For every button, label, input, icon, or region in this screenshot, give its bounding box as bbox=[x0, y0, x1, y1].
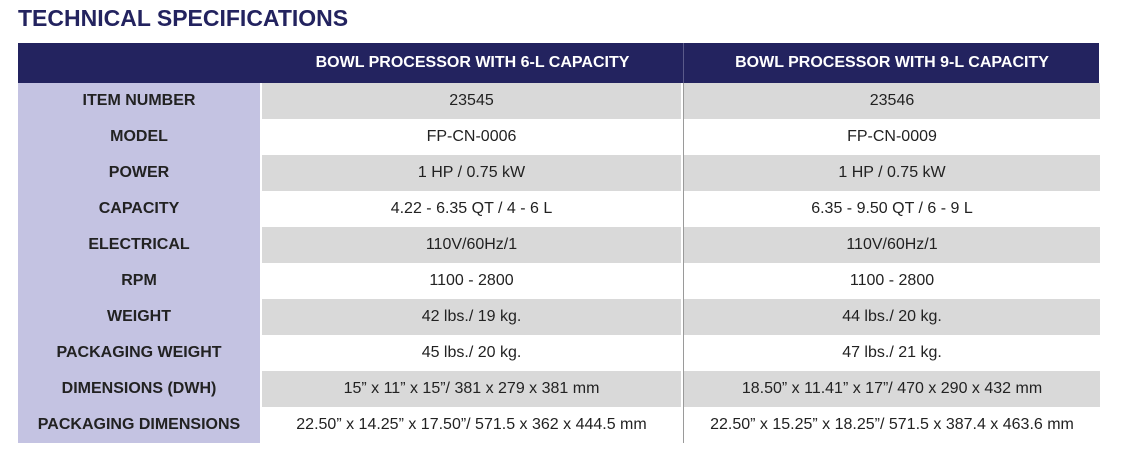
table-row bbox=[18, 119, 1099, 155]
value-9l: 6.35 - 9.50 QT / 6 - 9 L bbox=[683, 191, 1100, 227]
table-row bbox=[18, 371, 1099, 407]
value-6l: 1100 - 2800 bbox=[262, 263, 681, 299]
value-6l: 15” x 11” x 15”/ 381 x 279 x 381 mm bbox=[262, 371, 681, 407]
table-row bbox=[18, 263, 1099, 299]
row-label: PACKAGING DIMENSIONS bbox=[18, 407, 260, 443]
page-title: TECHNICAL SPECIFICATIONS bbox=[18, 5, 349, 31]
table-row bbox=[18, 335, 1099, 371]
value-6l: 110V/60Hz/1 bbox=[262, 227, 681, 263]
value-9l: 22.50” x 15.25” x 18.25”/ 571.5 x 387.4 x 463.6 mm bbox=[683, 407, 1100, 443]
value-6l: 1 HP / 0.75 kW bbox=[262, 155, 681, 191]
value-6l: 45 lbs./ 20 kg. bbox=[262, 335, 681, 371]
value-9l: 44 lbs./ 20 kg. bbox=[683, 299, 1100, 335]
row-label: ITEM NUMBER bbox=[18, 83, 260, 119]
value-6l: 42 lbs./ 19 kg. bbox=[262, 299, 681, 335]
row-label: CAPACITY bbox=[18, 191, 260, 227]
row-label: MODEL bbox=[18, 119, 260, 155]
row-label: WEIGHT bbox=[18, 299, 260, 335]
table-row bbox=[18, 191, 1099, 227]
value-9l: 18.50” x 11.41” x 17”/ 470 x 290 x 432 mm bbox=[683, 371, 1100, 407]
value-9l: 47 lbs./ 21 kg. bbox=[683, 335, 1100, 371]
column-header-9l: BOWL PROCESSOR WITH 9-L CAPACITY bbox=[683, 43, 1100, 83]
value-9l: 1 HP / 0.75 kW bbox=[683, 155, 1100, 191]
row-label: ELECTRICAL bbox=[18, 227, 260, 263]
value-6l: 4.22 - 6.35 QT / 4 - 6 L bbox=[262, 191, 681, 227]
value-6l: 23545 bbox=[262, 83, 681, 119]
value-9l: 1100 - 2800 bbox=[683, 263, 1100, 299]
value-9l: 23546 bbox=[683, 83, 1100, 119]
table-row bbox=[18, 227, 1099, 263]
value-6l: FP-CN-0006 bbox=[262, 119, 681, 155]
row-label: PACKAGING WEIGHT bbox=[18, 335, 260, 371]
value-9l: 110V/60Hz/1 bbox=[683, 227, 1100, 263]
table-row bbox=[18, 83, 1099, 119]
table-header bbox=[18, 43, 1099, 83]
row-label: POWER bbox=[18, 155, 260, 191]
header-empty-cell bbox=[18, 43, 260, 83]
row-label: RPM bbox=[18, 263, 260, 299]
table-row bbox=[18, 299, 1099, 335]
value-9l: FP-CN-0009 bbox=[683, 119, 1100, 155]
table-row bbox=[18, 155, 1099, 191]
column-header-6l: BOWL PROCESSOR WITH 6-L CAPACITY bbox=[315, 54, 630, 71]
spec-table bbox=[18, 43, 1099, 443]
table-row bbox=[18, 407, 1099, 443]
row-label: DIMENSIONS (DWH) bbox=[18, 371, 260, 407]
value-6l: 22.50” x 14.25” x 17.50”/ 571.5 x 362 x 444.5 mm bbox=[262, 407, 681, 443]
